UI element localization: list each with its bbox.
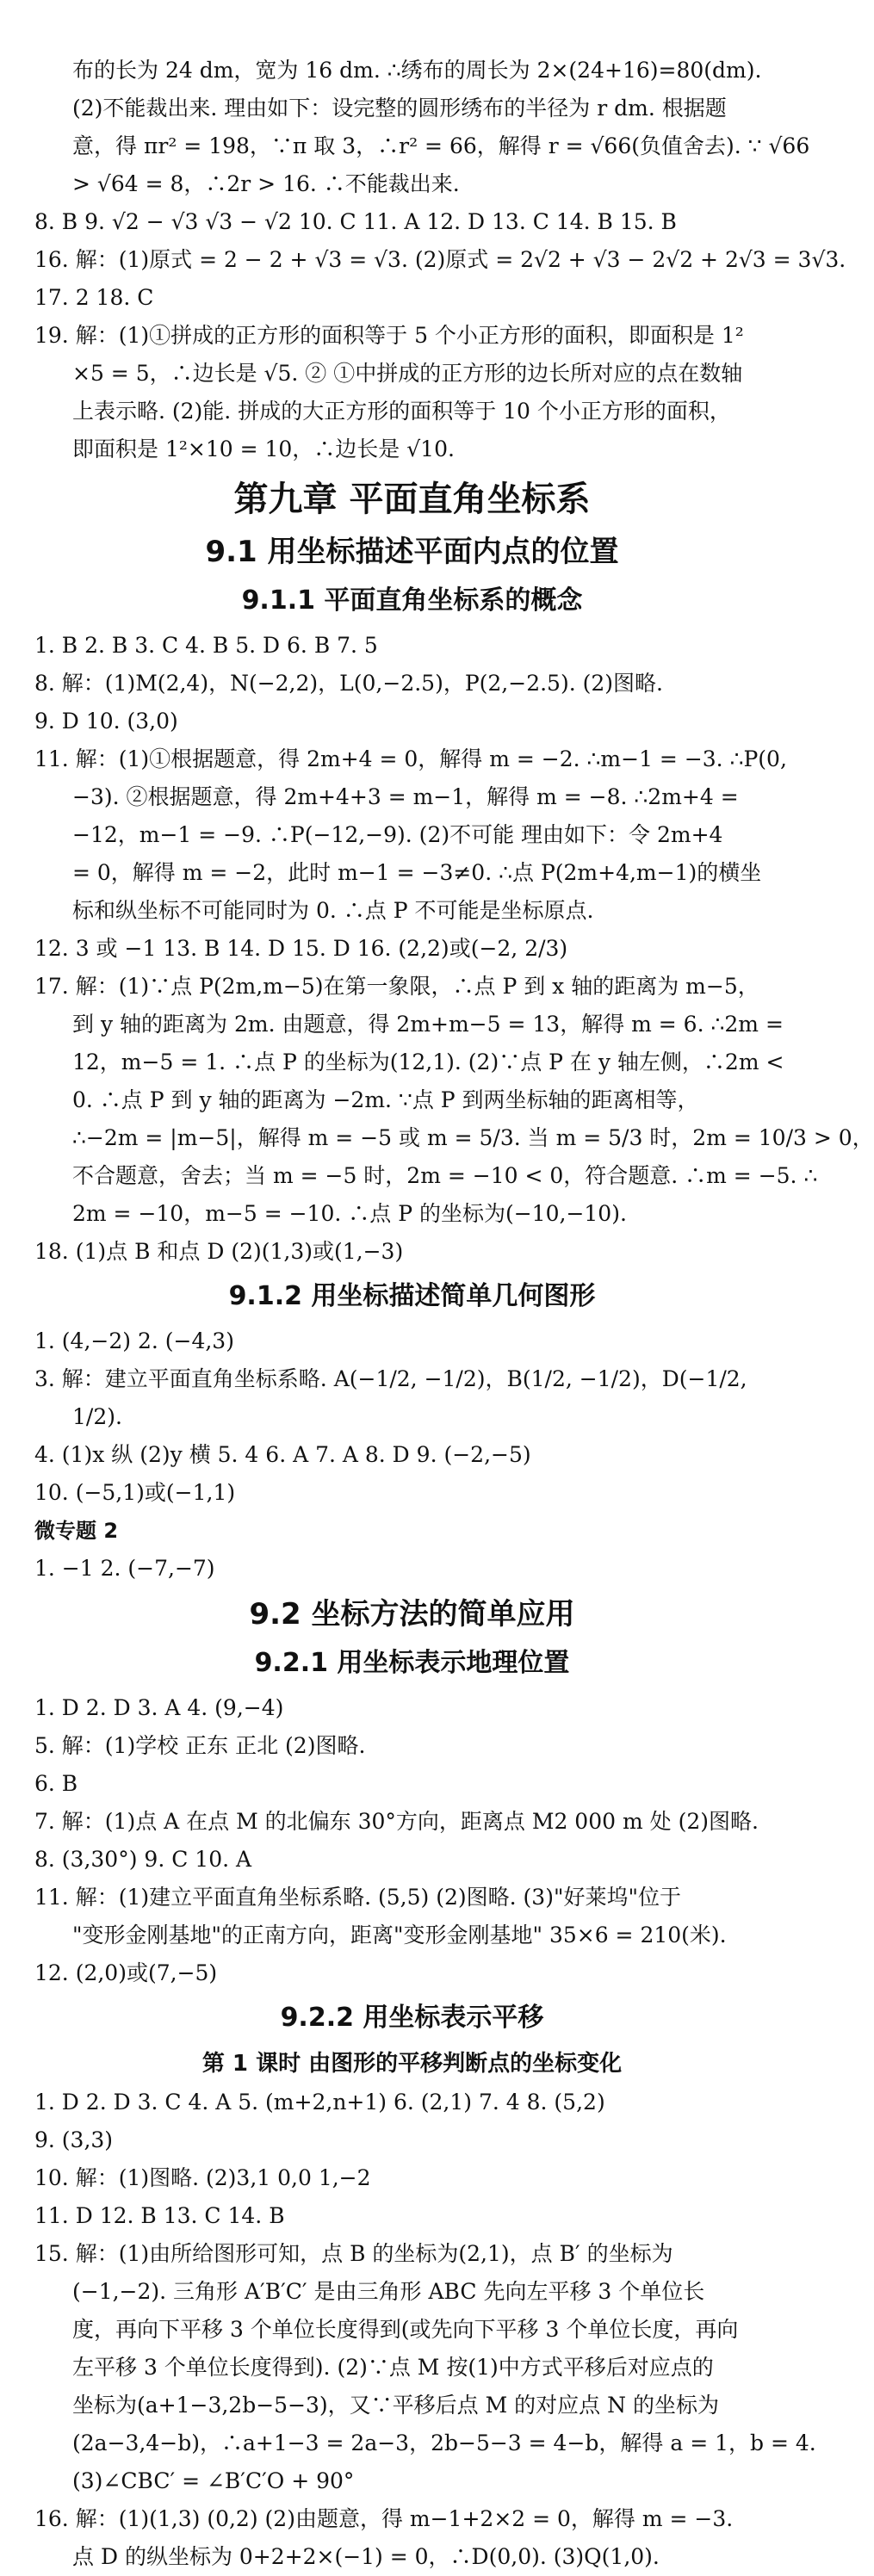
answer-line: 16. 解：(1)原式 = 2 − 2 + √3 = √3. (2)原式 = 2√2 + √3 − 2√2 + 2√3 = 3√3. [34, 247, 846, 272]
answer-line: 1. B 2. B 3. C 4. B 5. D 6. B 7. 5 [34, 633, 378, 658]
answer-line: 1. D 2. D 3. A 4. (9,−4) [34, 1695, 284, 1720]
answer-line: 18. (1)点 B 和点 D (2)(1,3)或(1,−3) [34, 1239, 404, 1264]
subsection-9-2-2-title: 9.2.2 用坐标表示平移 [280, 2003, 544, 2033]
answers-special-topic [34, 1550, 790, 1588]
answer-line: 10. 解：(1)图略. (2)3,1 0,0 1,−2 [34, 2165, 371, 2190]
answer-line: 17. 2 18. C [34, 285, 154, 310]
answer-line: 4. (1)x 纵 (2)y 横 5. 4 6. A 7. A 8. D 9. (−2,−5) [34, 1442, 531, 1467]
answer-line: 11. 解：(1)①根据题意，得 2m+4 = 0，解得 m = −2. ∴m−1 = −3. ∴P(0, [34, 746, 787, 771]
special-topic-title: 微专题 2 [34, 1519, 119, 1543]
answers-9-2-2 [34, 2084, 816, 2576]
answer-line: 2m = −10，m−5 = −10. ∴点 P 的坐标为(−10,−10). [72, 1201, 627, 1226]
answers-previous-chapter [34, 52, 846, 468]
answer-line: 7. 解：(1)点 A 在点 M 的北偏东 30°方向，距离点 M2 000 m 处 (2)图略. [34, 1809, 759, 1834]
answer-line: > √64 = 8，∴2r > 16. ∴不能裁出来. [72, 171, 460, 196]
answers-9-1-1 [34, 627, 874, 1271]
answer-line: 8. B 9. √2 − √3 √3 − √2 10. C 11. A 12. D 13. C 14. B 15. B [34, 209, 677, 234]
answer-line: 12. (2,0)或(7,−5) [34, 1960, 218, 1985]
answer-line: 8. (3,30°) 9. C 10. A [34, 1847, 252, 1872]
answer-line: 1. D 2. D 3. C 4. A 5. (m+2,n+1) 6. (2,1) 7. 4 8. (5,2) [34, 2090, 605, 2115]
answer-line: (2a−3,4−b)，∴a+1−3 = 2a−3，2b−5−3 = 4−b，解得 a = 1，b = 4. [72, 2430, 816, 2455]
answer-line: 10. (−5,1)或(−1,1) [34, 1480, 236, 1505]
answer-line: 9. D 10. (3,0) [34, 709, 178, 734]
answers-9-2-1 [34, 1689, 790, 1992]
answer-line: 15. 解：(1)由所给图形可知，点 B 的坐标为(2,1)，点 B′ 的坐标为 [34, 2241, 673, 2266]
answer-line: 1. −1 2. (−7,−7) [34, 1556, 215, 1581]
answer-line: 上表示略. (2)能. 拼成的大正方形的面积等于 10 个小正方形的面积， [72, 399, 731, 424]
answer-line: 点 D 的纵坐标为 0+2+2×(−1) = 0，∴D(0,0). (3)Q(1,0). [72, 2544, 660, 2569]
answer-line: 不合题意，舍去；当 m = −5 时，2m = −10 < 0，符合题意. ∴m = −5. ∴ [72, 1163, 818, 1188]
answer-line: (2)不能裁出来. 理由如下：设完整的圆形绣布的半径为 r dm. 根据题 [72, 96, 727, 121]
lesson-1-title: 第 1 课时 由图形的平移判断点的坐标变化 [201, 2051, 623, 2077]
chapter-title: 第九章 平面直角坐标系 [233, 480, 591, 519]
section-9-1-title: 9.1 用坐标描述平面内点的位置 [205, 535, 619, 569]
answer-line: 1/2). [72, 1404, 122, 1429]
answer-line: 3. 解：建立平面直角坐标系略. A(−1/2, −1/2)，B(1/2, −1/2)，D(−1/2, [34, 1366, 747, 1391]
answer-line: −12，m−1 = −9. ∴P(−12,−9). (2)不可能 理由如下：令 2m+4 [72, 822, 723, 847]
answer-line: (3)∠CBC′ = ∠B′C′O + 90° [72, 2468, 355, 2493]
answer-line: 即面积是 1²×10 = 10，∴边长是 √10. [72, 437, 455, 461]
answer-line: 到 y 轴的距离为 2m. 由题意，得 2m+m−5 = 13，解得 m = 6. ∴2m = [72, 1012, 784, 1037]
answer-line: 9. (3,3) [34, 2127, 114, 2152]
answer-line: ∴−2m = |m−5|，解得 m = −5 或 m = 5/3. 当 m = 5/3 时，2m = 10/3 > 0， [72, 1125, 874, 1150]
answer-line: 8. 解：(1)M(2,4)，N(−2,2)，L(0,−2.5)，P(2,−2.5). (2)图略. [34, 671, 663, 696]
answer-line: 左平移 3 个单位长度得到). (2)∵点 M 按(1)中方式平移后对应点的 [72, 2355, 714, 2380]
subsection-9-1-1-title: 9.1.1 平面直角坐标系的概念 [241, 585, 583, 616]
subsection-9-1-2-title: 9.1.2 用坐标描述简单几何图形 [228, 1281, 596, 1311]
answer-line: −3). ②根据题意，得 2m+4+3 = m−1，解得 m = −8. ∴2m+4 = [72, 784, 739, 809]
answer-line: 布的长为 24 dm，宽为 16 dm. ∴绣布的周长为 2×(24+16)=80(dm). [72, 58, 762, 83]
answer-line: 19. 解：(1)①拼成的正方形的面积等于 5 个小正方形的面积，即面积是 1² [34, 323, 744, 348]
answer-line: 5. 解：(1)学校 正东 正北 (2)图略. [34, 1733, 366, 1758]
answer-line: 11. D 12. B 13. C 14. B [34, 2203, 285, 2228]
answer-line: 坐标为(a+1−3,2b−5−3)，又∵平移后点 M 的对应点 N 的坐标为 [72, 2393, 719, 2418]
answer-line: 11. 解：(1)建立平面直角坐标系略. (5,5) (2)图略. (3)"好莱坞"位于 [34, 1885, 681, 1910]
answer-line: "变形金刚基地"的正南方向，距离"变形金刚基地" 35×6 = 210(米). [72, 1923, 727, 1947]
answer-line: 1. (4,−2) 2. (−4,3) [34, 1328, 234, 1353]
section-9-2-title: 9.2 坐标方法的简单应用 [249, 1597, 575, 1632]
answer-line: 意，得 πr² = 198，∵π 取 3，∴r² = 66，解得 r = √66(负值舍去). ∵ √66 [72, 133, 810, 158]
answer-line: 16. 解：(1)(1,3) (0,2) (2)由题意，得 m−1+2×2 = 0，解得 m = −3. [34, 2506, 734, 2531]
answer-line: 17. 解：(1)∵点 P(2m,m−5)在第一象限，∴点 P 到 x 轴的距离为 m−5， [34, 974, 759, 999]
answer-line: (−1,−2). 三角形 A′B′C′ 是由三角形 ABC 先向左平移 3 个单位长 [72, 2279, 705, 2304]
answer-line: 度，再向下平移 3 个单位长度得到(或先向下平移 3 个单位长度，再向 [72, 2317, 739, 2342]
subsection-9-2-1-title: 9.2.1 用坐标表示地理位置 [254, 1648, 570, 1678]
answer-line: ×5 = 5，∴边长是 √5. ② ①中拼成的正方形的边长所对应的点在数轴 [72, 361, 743, 386]
answer-line: 12. 3 或 −1 13. B 14. D 15. D 16. (2,2)或(−2, 2/3) [34, 936, 568, 961]
answer-line: 0. ∴点 P 到 y 轴的距离为 −2m. ∵点 P 到两坐标轴的距离相等， [72, 1087, 699, 1112]
answer-line: 6. B [34, 1771, 78, 1796]
answer-line: 标和纵坐标不可能同时为 0. ∴点 P 不可能是坐标原点. [72, 898, 594, 923]
answers-9-1-2 [34, 1322, 790, 1512]
answer-line: = 0，解得 m = −2，此时 m−1 = −3≠0. ∴点 P(2m+4,m−1)的横坐 [72, 860, 762, 885]
answer-line: 12，m−5 = 1. ∴点 P 的坐标为(12,1). (2)∵点 P 在 y 轴左侧，∴2m < [72, 1050, 784, 1074]
